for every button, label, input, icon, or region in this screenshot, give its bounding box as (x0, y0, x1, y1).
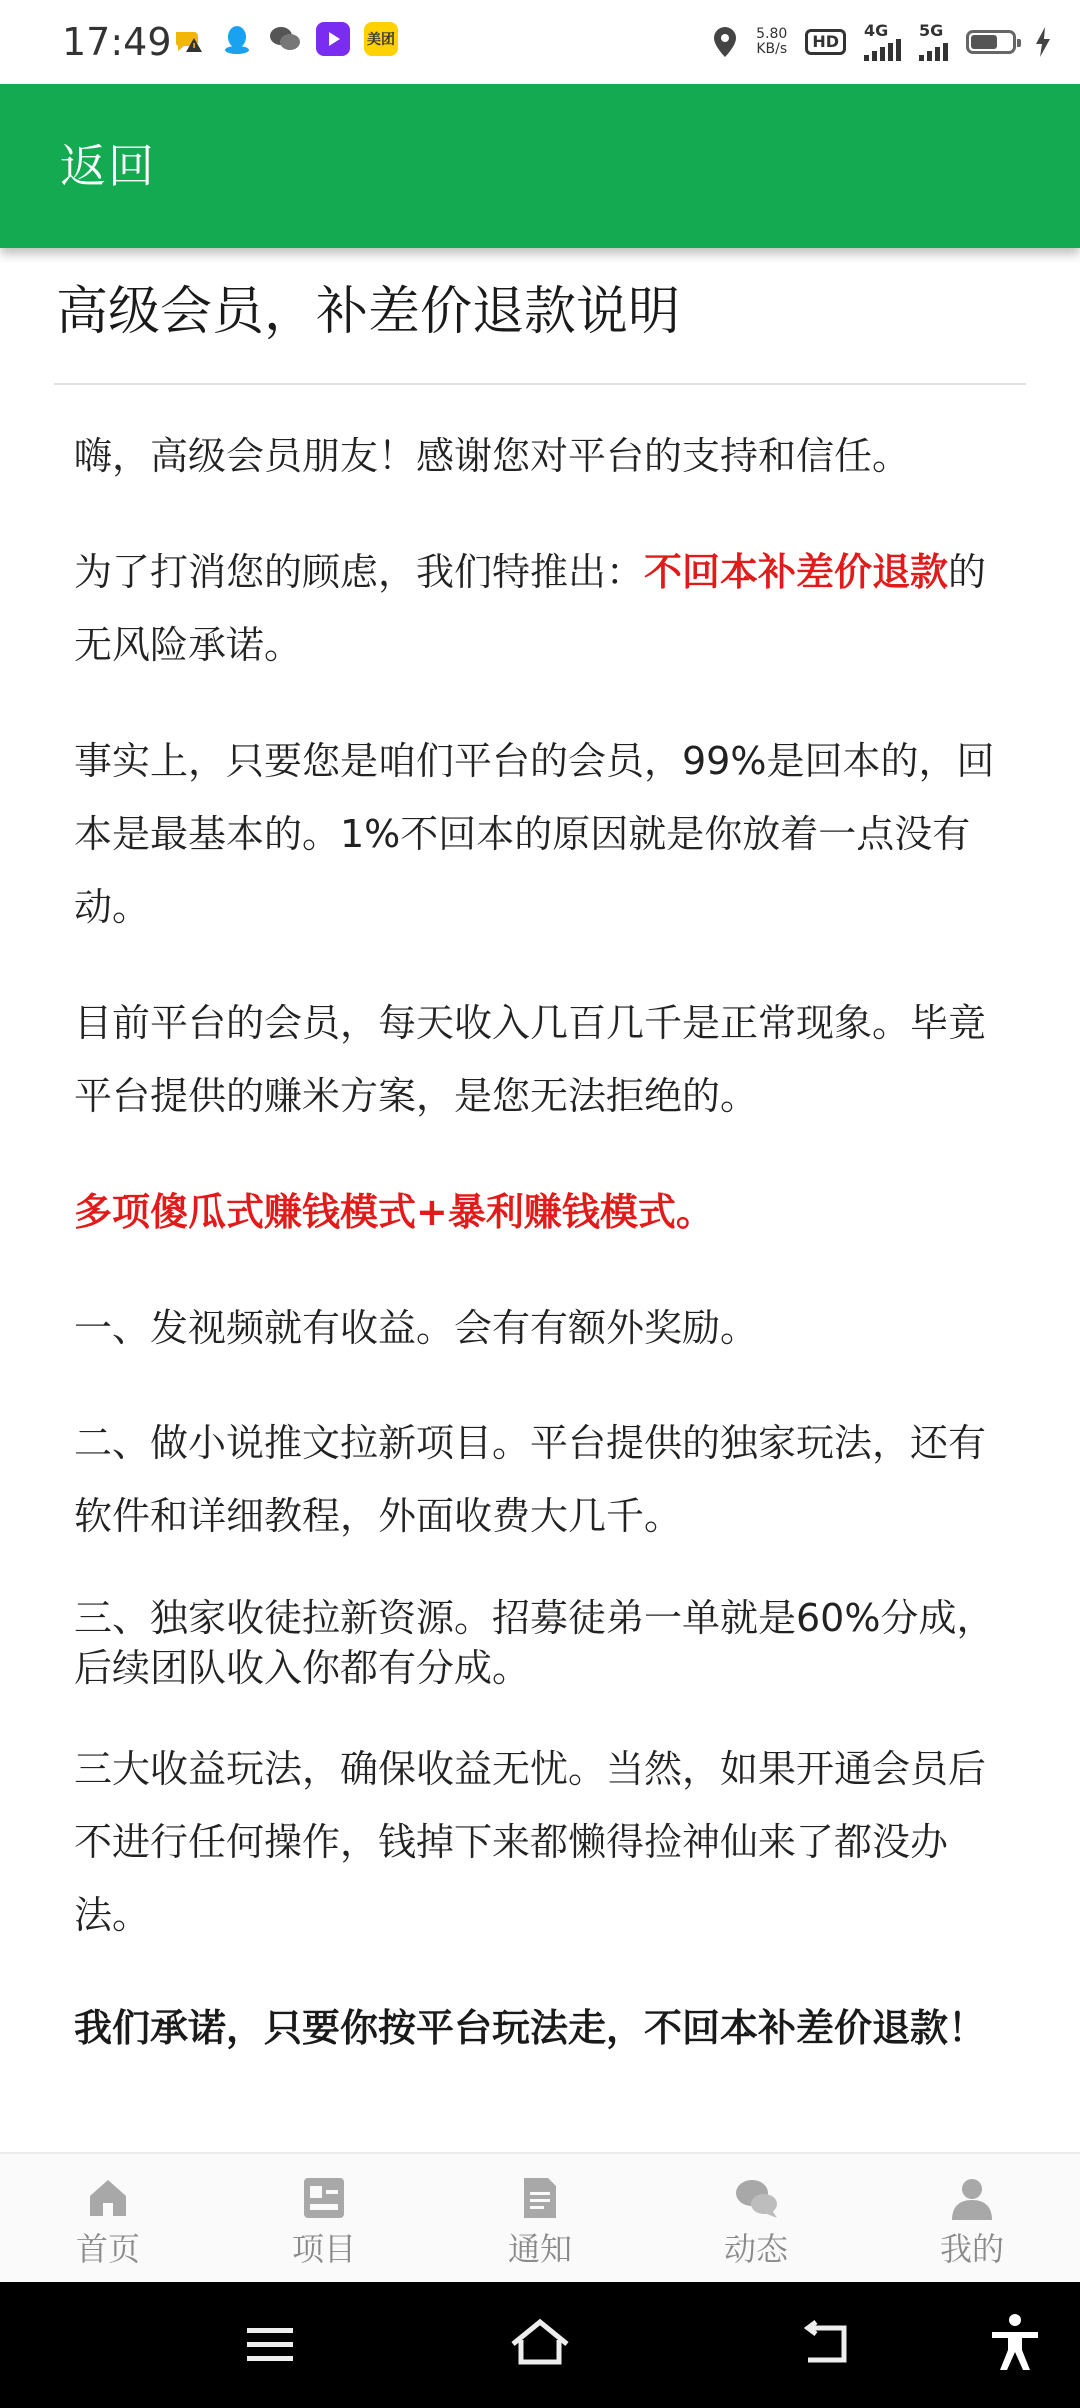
status-bar (0, 0, 1080, 84)
paragraph-promise: 为了打消您的顾虑，我们特推出：不回本补差价退款的无风险承诺。 (74, 550, 987, 667)
home-icon (86, 2176, 130, 2220)
app-bar (0, 84, 1080, 248)
warning-chat-icon (172, 22, 206, 56)
hd-indicator: HD (805, 29, 846, 55)
status-time: 17:49 (62, 20, 172, 64)
wechat-icon (268, 22, 302, 56)
back-button[interactable]: 返回 (60, 139, 156, 193)
paragraph-greeting: 嗨，高级会员朋友！感谢您对平台的支持和信任。 (74, 434, 911, 478)
nav-item-moments[interactable]: 动态 (648, 2154, 864, 2284)
notice-icon (518, 2176, 562, 2220)
paragraph-commitment: 我们承诺，只要你按平台玩法走，不回本补差价退款！ (74, 2006, 987, 2050)
nav-item-notice[interactable]: 通知 (432, 2154, 648, 2284)
status-indicators (712, 20, 1052, 64)
signal-5g: 5G (919, 23, 948, 61)
qq-icon (220, 22, 254, 56)
meituan-icon: 美团 (364, 22, 398, 56)
signal-4g: 4G (864, 23, 901, 61)
title-divider (54, 383, 1026, 385)
paragraph-income: 目前平台的会员，每天收入几百几千是正常现象。毕竟平台提供的赚米方案，是您无法拒绝的。 (74, 1001, 987, 1118)
video-app-icon (316, 22, 350, 56)
charging-icon (1034, 26, 1052, 58)
project-icon (302, 2176, 346, 2220)
bottom-nav (0, 2152, 1080, 2284)
paragraph-item-3: 三、独家收徒拉新资源。招募徒弟一单就是60%分成，后续团队收入你都有分成。 (74, 1596, 995, 1690)
paragraph-summary: 三大收益玩法，确保收益无忧。当然，如果开通会员后不进行任何操作，钱掉下来都懒得捡神仙来了都没办法。 (74, 1747, 987, 1937)
accessibility-icon[interactable] (980, 2310, 1050, 2376)
paragraph-item-2: 二、做小说推文拉新项目。平台提供的独家玩法，还有软件和详细教程，外面收费大几千。 (74, 1421, 987, 1538)
paragraph-modes: 多项傻瓜式赚钱模式+暴利赚钱模式。 (74, 1190, 714, 1234)
nav-item-project[interactable]: 项目 (216, 2154, 432, 2284)
signal-bars-icon (919, 39, 948, 61)
home-outline-icon[interactable] (505, 2312, 575, 2378)
nav-item-mine[interactable]: 我的 (864, 2154, 1080, 2284)
menu-icon[interactable] (235, 2312, 305, 2378)
system-nav-bar (0, 2282, 1080, 2408)
nav-item-home[interactable]: 首页 (0, 2154, 216, 2284)
location-icon (712, 26, 738, 58)
user-icon (950, 2176, 994, 2220)
battery-icon (966, 30, 1016, 54)
network-speed: 5.80 KB/s (756, 26, 788, 57)
notification-icons (172, 22, 398, 62)
paragraph-item-1: 一、发视频就有收益。会有有额外奖励。 (74, 1306, 759, 1350)
refund-highlight: 不回本补差价退款 (644, 550, 949, 594)
back-icon[interactable] (790, 2312, 860, 2378)
signal-bars-icon (864, 39, 901, 61)
article-content (74, 420, 1010, 2065)
article-title: 高级会员，补差价退款说明 (56, 282, 681, 342)
paragraph-fact: 事实上，只要您是咱们平台的会员，99%是回本的，回本是最基本的。1%不回本的原因就是你放着一点没有动。 (74, 739, 995, 929)
chat-bubbles-icon (734, 2176, 778, 2220)
